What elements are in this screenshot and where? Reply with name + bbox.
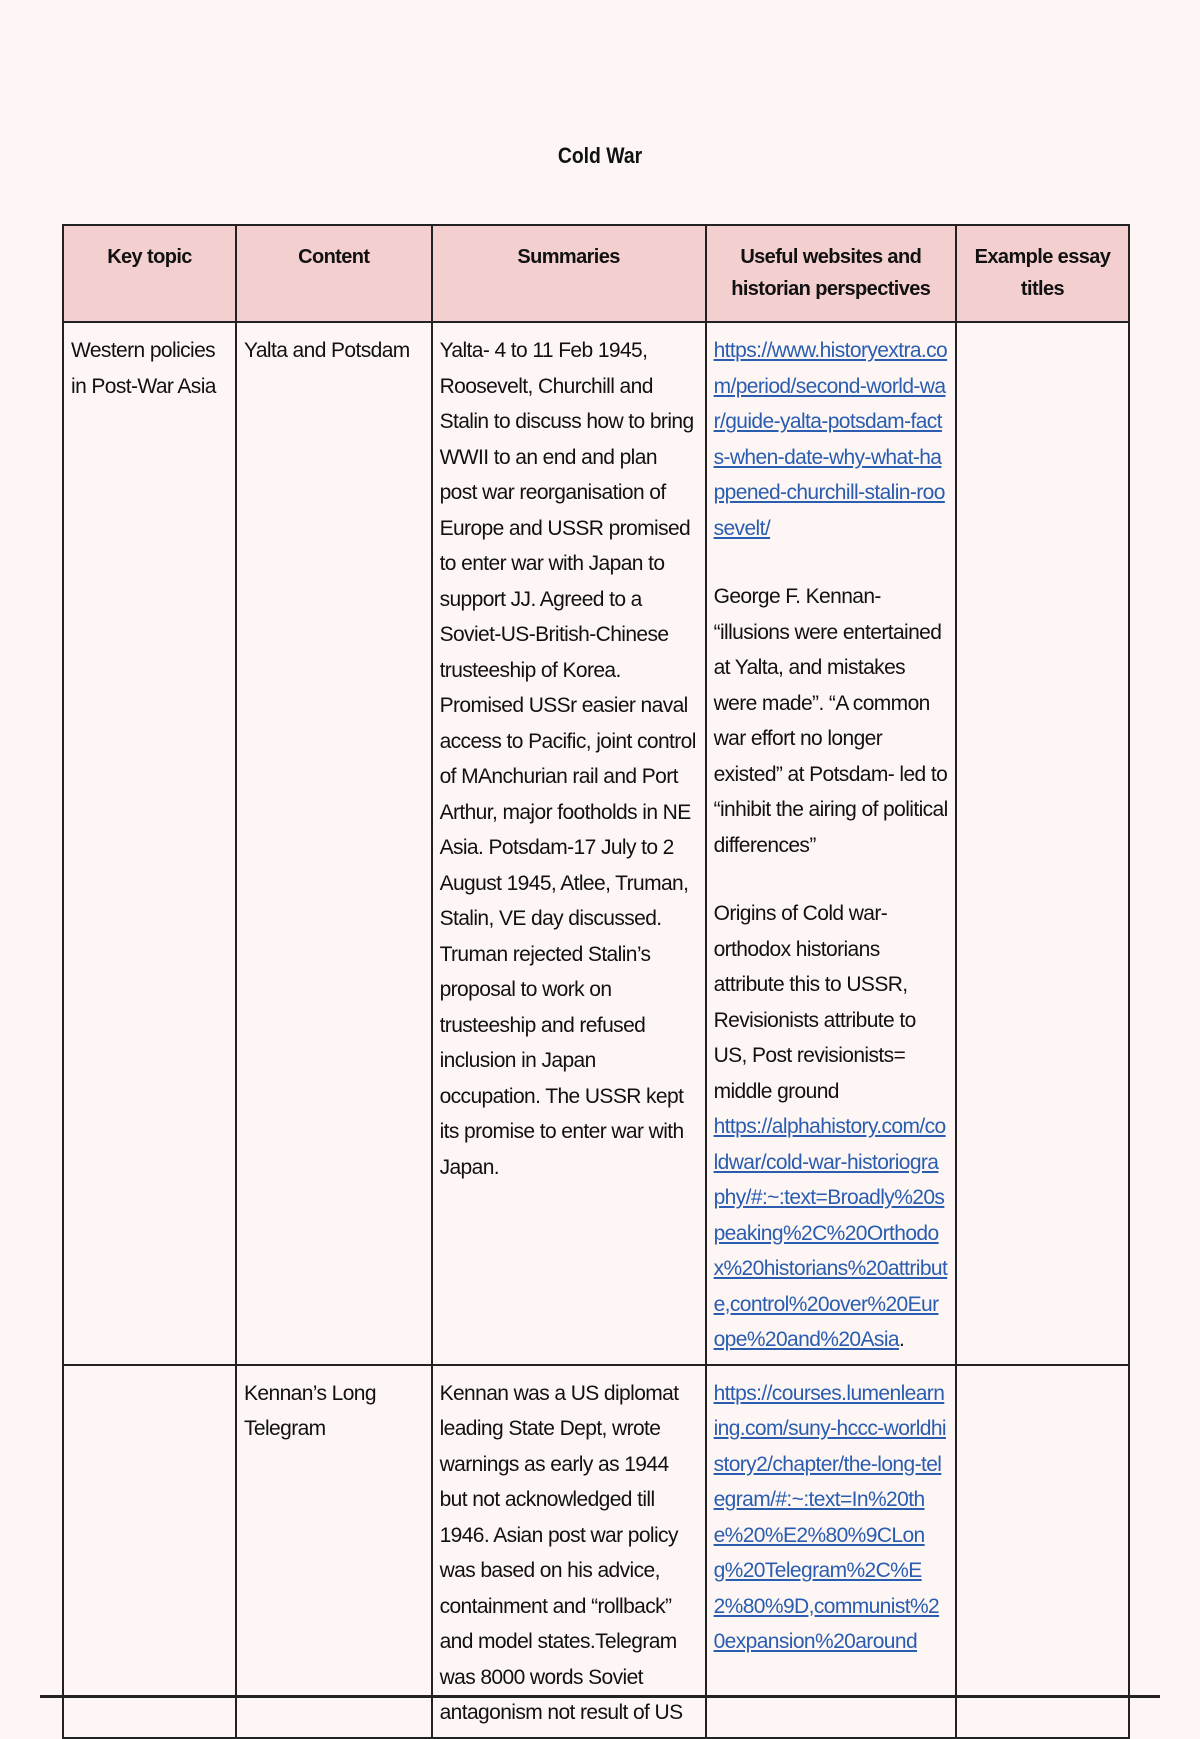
page-bottom-rule [40, 1695, 1160, 1698]
header-key-topic: Key topic [63, 225, 236, 322]
page-title: Cold War [557, 143, 643, 168]
cell-key-topic [63, 1365, 236, 1738]
header-row [63, 225, 1129, 322]
origins-text: Origins of Cold war- orthodox historians attribute this to USSR, Revisionists attribute to US, Post revisionists= middle ground [713, 902, 916, 1103]
link-suffix: . [898, 1328, 905, 1351]
cell-essay-titles [956, 322, 1129, 1365]
cell-summary: Kennan was a US diplomat leading State Dept, wrote warnings as early as 1944 but not acknowledged till 1946. Asian post war policy was based on his advice, containment and “rollback” and model states.Telegram was 8000 words Soviet antagonism not result of US [432, 1365, 706, 1738]
cell-essay-titles [956, 1365, 1129, 1738]
header-websites: Useful websites and historian perspectives [706, 225, 956, 322]
header-essay-titles: Example essay titles [956, 225, 1129, 322]
alphahistory-link[interactable]: https://alphahistory.com/coldwar/cold-war-historiography/#:~:text=Broadly%20speaking%2C%20Orthodox%20historians%20attribute,control%20over%20Europe%20and%20Asia [713, 1115, 948, 1351]
historyextra-link[interactable]: https://www.historyextra.com/period/second-world-war/guide-yalta-potsdam-facts-when-date-why-what-happened-churchill-stalin-roosevelt/ [713, 339, 948, 540]
header-summaries: Summaries [432, 225, 706, 322]
lumenlearning-link[interactable]: https://courses.lumenlearning.com/suny-hccc-worldhistory2/chapter/the-long-telegram/#:~:text=In%20the%20%E2%80%9CLong%20Telegram%2C%E2%80%9D,communist%20expansion%20around [713, 1381, 946, 1653]
table-row [63, 322, 1129, 1365]
cell-content: Kennan’s Long Telegram [236, 1365, 432, 1738]
cell-websites [706, 1365, 956, 1738]
cell-summary: Yalta- 4 to 11 Feb 1945, Roosevelt, Churchill and Stalin to discuss how to bring WWII to an end and plan post war reorganisation of Europe and USSR promised to enter war with Japan to support JJ. Agreed to a Soviet-US-British-Chinese trusteeship of Korea. Promised USSr easier naval access to Pacific, joint control of MAnchurian rail and Port Arthur, major footholds in NE Asia. Potsdam-17 July to 2 August 1945, Atlee, Truman, Stalin, VE day discussed. Truman rejected Stalin’s proposal to work on trusteeship and refused inclusion in Japan occupation. The USSR kept its promise to enter war with Japan. [432, 322, 706, 1365]
kennan-quote: George F. Kennan- “illusions were entertained at Yalta, and mistakes were made”. “A common war effort no longer existed” at Potsdam- led to “inhibit the airing of political differences” [713, 585, 948, 857]
cell-key-topic: Western policies in Post-War Asia [63, 322, 236, 1365]
table-row [63, 1365, 1129, 1738]
cell-websites [706, 322, 956, 1365]
header-content: Content [236, 225, 432, 322]
cell-content: Yalta and Potsdam [236, 322, 432, 1365]
revision-table [62, 224, 1130, 1739]
